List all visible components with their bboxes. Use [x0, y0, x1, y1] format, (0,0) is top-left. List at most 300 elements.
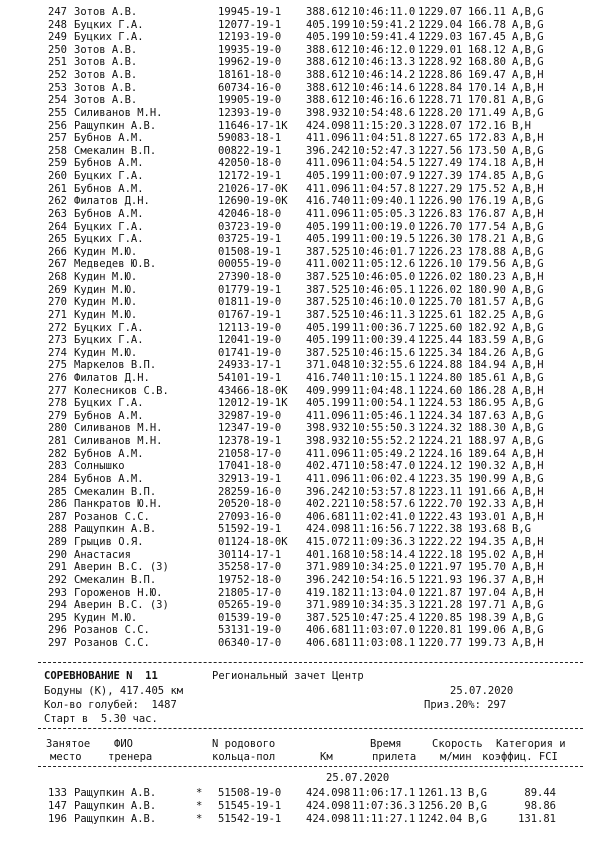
- trainer-cell: Буцких Г.А.: [74, 233, 144, 246]
- place-cell: 286: [48, 498, 67, 511]
- trainer-cell: Маркелов В.П.: [74, 359, 157, 372]
- ring-cell: 21026-17-0K: [218, 182, 288, 195]
- trainer-cell: Буцких Г.А.: [74, 18, 144, 31]
- place-cell: 276: [48, 371, 67, 384]
- ring-cell: 17041-18-0: [218, 460, 282, 473]
- speed-cell: 1226.02: [418, 271, 463, 284]
- ring-cell: 12012-19-1K: [218, 397, 288, 410]
- speed-cell: 1224.16: [418, 447, 463, 460]
- trainer-cell: Аверин В.С. (3): [74, 599, 169, 612]
- arrival-time-cell: 11:06:02.4: [352, 472, 416, 485]
- ring-cell: 51542-19-1: [218, 813, 282, 825]
- coefficient-cell: 185.61: [468, 371, 506, 384]
- birds-count: Кол-во голубей: 1487: [44, 699, 177, 711]
- category-cell: A,B,G: [512, 624, 544, 637]
- speed-cell: 1227.56: [418, 144, 463, 157]
- coefficient-cell: 172.16: [468, 119, 506, 132]
- ring-cell: 01539-19-0: [218, 611, 282, 624]
- category-cell: A,B,G: [512, 397, 544, 410]
- coefficient-cell: 197.04: [468, 586, 506, 599]
- arrival-time-cell: 10:46:05.0: [352, 271, 416, 284]
- category-cell: B,G: [468, 800, 487, 812]
- ring-cell: 00055-19-0: [218, 258, 282, 271]
- ring-cell: 01124-18-0K: [218, 536, 288, 549]
- distance-cell: 396.242: [306, 144, 351, 157]
- speed-cell: 1226.90: [418, 195, 463, 208]
- table-row: [0, 334, 600, 346]
- distance-cell: 388.612: [306, 43, 351, 56]
- coefficient-cell: 172.83: [468, 132, 506, 145]
- category-cell: A,B,H: [512, 81, 544, 94]
- table-row: [0, 372, 600, 384]
- coefficient-cell: 196.37: [468, 573, 506, 586]
- table-row: [0, 284, 600, 296]
- coefficient-cell: 191.66: [468, 485, 506, 498]
- distance-cell: 388.612: [306, 94, 351, 107]
- distance-cell: 405.199: [306, 233, 351, 246]
- arrival-time-cell: 11:04:51.8: [352, 132, 416, 145]
- category-cell: A,B,G: [512, 31, 544, 44]
- distance-cell: 371.989: [306, 599, 351, 612]
- distance-cell: 424.098: [306, 787, 351, 799]
- ring-cell: 43466-18-0K: [218, 384, 288, 397]
- table-row: [0, 208, 600, 220]
- ring-cell: 12193-19-0: [218, 31, 282, 44]
- competition-name: Региональный зачет Центр: [212, 670, 364, 682]
- place-cell: 281: [48, 435, 67, 448]
- ring-cell: 12172-19-1: [218, 170, 282, 183]
- coefficient-cell: 194.35: [468, 536, 506, 549]
- category-cell: A,B,G: [512, 56, 544, 69]
- speed-cell: 1226.02: [418, 283, 463, 296]
- ring-cell: 27093-16-0: [218, 510, 282, 523]
- speed-cell: 1224.88: [418, 359, 463, 372]
- coefficient-cell: 184.26: [468, 346, 506, 359]
- speed-cell: 1222.38: [418, 523, 463, 536]
- ring-cell: 42050-18-0: [218, 157, 282, 170]
- ring-cell: 12690-19-0K: [218, 195, 288, 208]
- coefficient-cell: 166.78: [468, 18, 506, 31]
- place-cell: 289: [48, 536, 67, 549]
- speed-cell: 1242.04: [418, 813, 463, 825]
- place-cell: 196: [48, 813, 67, 825]
- place-cell: 296: [48, 624, 67, 637]
- table-row: [0, 410, 600, 422]
- trainer-cell: Розанов С.С.: [74, 510, 150, 523]
- place-cell: 253: [48, 81, 67, 94]
- table-row: [0, 221, 600, 233]
- arrival-time-cell: 10:34:35.3: [352, 599, 416, 612]
- speed-cell: 1228.84: [418, 81, 463, 94]
- coefficient-cell: 168.80: [468, 56, 506, 69]
- distance-cell: 411.096: [306, 207, 351, 220]
- coefficient-cell: 199.73: [468, 637, 506, 649]
- distance-cell: 406.681: [306, 637, 351, 649]
- place-cell: 268: [48, 271, 67, 284]
- place-cell: 278: [48, 397, 67, 410]
- arrival-time-cell: 10:46:14.6: [352, 81, 416, 94]
- coefficient-cell: 168.12: [468, 43, 506, 56]
- category-cell: A,B,H: [512, 460, 544, 473]
- category-cell: A,B,H: [512, 182, 544, 195]
- category-cell: A,B,G: [512, 435, 544, 448]
- distance-cell: 424.098: [306, 523, 351, 536]
- distance-cell: 387.525: [306, 283, 351, 296]
- coefficient-cell: 180.23: [468, 271, 506, 284]
- trainer-cell: Панкратов Ю.Н.: [74, 498, 163, 511]
- distance-cell: 405.199: [306, 220, 351, 233]
- category-cell: A,B,H: [512, 447, 544, 460]
- category-cell: A,B,H: [512, 271, 544, 284]
- distance-cell: 387.525: [306, 271, 351, 284]
- category-cell: A,B,H: [512, 573, 544, 586]
- speed-cell: 1227.39: [418, 170, 463, 183]
- table-row: [0, 107, 600, 119]
- table-row: [0, 422, 600, 434]
- coefficient-cell: 193.68: [468, 523, 506, 536]
- header-dist: Км: [320, 751, 333, 763]
- category-cell: A,B,G: [512, 611, 544, 624]
- category-cell: B,G: [468, 787, 487, 799]
- table-row: [0, 435, 600, 447]
- category-cell: A,B,H: [512, 207, 544, 220]
- category-cell: A,B,G: [512, 195, 544, 208]
- arrival-time-cell: 10:53:57.8: [352, 485, 416, 498]
- table-row: [0, 296, 600, 308]
- distance-cell: 387.525: [306, 346, 351, 359]
- category-cell: A,B,H: [512, 586, 544, 599]
- trainer-cell: Зотов А.В.: [74, 94, 138, 107]
- category-cell: A,B,G: [512, 283, 544, 296]
- coefficient-cell: 190.99: [468, 472, 506, 485]
- distance-cell: 405.199: [306, 31, 351, 44]
- table-row: [0, 195, 600, 207]
- ring-cell: 51508-19-0: [218, 787, 282, 799]
- place-cell: 295: [48, 611, 67, 624]
- trainer-cell: Силиванов М.Н.: [74, 422, 163, 435]
- distance-cell: 424.098: [306, 800, 351, 812]
- trainer-cell: Буцких Г.А.: [74, 397, 144, 410]
- category-cell: A,B,H: [512, 384, 544, 397]
- speed-cell: 1225.61: [418, 308, 463, 321]
- coefficient-cell: 170.81: [468, 94, 506, 107]
- table-row: [0, 183, 600, 195]
- ring-cell: 19945-19-1: [218, 6, 282, 18]
- table-row: [0, 549, 600, 561]
- table-row: [0, 19, 600, 31]
- trainer-cell: Анастасия: [74, 548, 131, 561]
- table-row: [0, 511, 600, 523]
- table-row: [0, 448, 600, 460]
- ring-cell: 12347-19-0: [218, 422, 282, 435]
- arrival-time-cell: 11:09:36.3: [352, 536, 416, 549]
- table-row: [0, 347, 600, 359]
- speed-cell: 1222.22: [418, 536, 463, 549]
- arrival-time-cell: 10:58:47.0: [352, 460, 416, 473]
- place-cell: 247: [48, 6, 67, 18]
- ring-cell: 00822-19-1: [218, 144, 282, 157]
- arrival-time-cell: 11:03:07.0: [352, 624, 416, 637]
- place-cell: 275: [48, 359, 67, 372]
- speed-cell: 1224.34: [418, 409, 463, 422]
- table-row: [0, 486, 600, 498]
- header-ring: N родового: [212, 738, 276, 750]
- place-cell: 288: [48, 523, 67, 536]
- ring-cell: 24933-17-1: [218, 359, 282, 372]
- header-place-sub: место: [50, 751, 82, 763]
- fci-cell: 89.44: [524, 787, 556, 799]
- result-row: [0, 800, 600, 812]
- marker-cell: *: [196, 800, 203, 812]
- trainer-cell: Зотов А.В.: [74, 81, 138, 94]
- category-cell: A,B,H: [512, 536, 544, 549]
- place-cell: 257: [48, 132, 67, 145]
- arrival-time-cell: 10:58:57.6: [352, 498, 416, 511]
- table-row: [0, 624, 600, 636]
- ring-cell: 51545-19-1: [218, 800, 282, 812]
- arrival-time-cell: 11:11:27.1: [352, 813, 416, 825]
- speed-cell: 1221.93: [418, 573, 463, 586]
- ring-cell: 01508-19-1: [218, 245, 282, 258]
- category-cell: A,B,H: [512, 69, 544, 82]
- category-cell: A,B,G: [512, 409, 544, 422]
- trainer-cell: Бубнов А.М.: [74, 472, 144, 485]
- ring-cell: 11646-17-1K: [218, 119, 288, 132]
- arrival-time-cell: 11:15:20.3: [352, 119, 416, 132]
- speed-cell: 1226.10: [418, 258, 463, 271]
- trainer-cell: Зотов А.В.: [74, 69, 138, 82]
- marker-cell: *: [196, 813, 203, 825]
- speed-cell: 1224.32: [418, 422, 463, 435]
- coefficient-cell: 177.54: [468, 220, 506, 233]
- distance-cell: 406.681: [306, 510, 351, 523]
- header-speed: Скорость: [432, 738, 483, 750]
- header-place: Занятое: [46, 738, 91, 750]
- category-cell: A,B,H: [512, 561, 544, 574]
- trainer-cell: Ращупкин А.В.: [74, 787, 157, 799]
- place-cell: 266: [48, 245, 67, 258]
- trainer-cell: Колесников С.В.: [74, 384, 169, 397]
- place-cell: 287: [48, 510, 67, 523]
- distance-cell: 405.199: [306, 334, 351, 347]
- distance-cell: 411.096: [306, 182, 351, 195]
- category-cell: A,B,H: [512, 485, 544, 498]
- arrival-time-cell: 10:46:11.0: [352, 6, 416, 18]
- speed-cell: 1221.87: [418, 586, 463, 599]
- speed-cell: 1222.70: [418, 498, 463, 511]
- speed-cell: 1229.04: [418, 18, 463, 31]
- arrival-time-cell: 10:46:14.2: [352, 69, 416, 82]
- trainer-cell: Зотов А.В.: [74, 56, 138, 69]
- speed-cell: 1256.20: [418, 800, 463, 812]
- speed-cell: 1229.07: [418, 6, 463, 18]
- distance-cell: 405.199: [306, 321, 351, 334]
- header-category-sub: коэффиц. FCI: [482, 751, 558, 763]
- arrival-time-cell: 10:55:52.2: [352, 435, 416, 448]
- distance-cell: 405.199: [306, 18, 351, 31]
- distance-cell: 411.002: [306, 258, 351, 271]
- speed-cell: 1224.60: [418, 384, 463, 397]
- coefficient-cell: 180.90: [468, 283, 506, 296]
- table-row: [0, 599, 600, 611]
- distance-cell: 415.072: [306, 536, 351, 549]
- result-row: [0, 813, 600, 825]
- category-cell: A,B,H: [512, 359, 544, 372]
- category-cell: A,B,H: [512, 132, 544, 145]
- results-date: 25.07.2020: [326, 772, 390, 784]
- category-cell: A,B,G: [512, 106, 544, 119]
- speed-cell: 1220.77: [418, 637, 463, 649]
- trainer-cell: Медведев Ю.В.: [74, 258, 157, 271]
- distance-cell: 409.999: [306, 384, 351, 397]
- place-cell: 279: [48, 409, 67, 422]
- place-cell: 293: [48, 586, 67, 599]
- place-cell: 133: [48, 787, 67, 799]
- trainer-cell: Силиванов М.Н.: [74, 106, 163, 119]
- table-row: [0, 574, 600, 586]
- category-cell: A,B,G: [512, 233, 544, 246]
- distance-cell: 388.612: [306, 81, 351, 94]
- place-cell: 285: [48, 485, 67, 498]
- table-row: [0, 385, 600, 397]
- trainer-cell: Бубнов А.М.: [74, 409, 144, 422]
- place-cell: 251: [48, 56, 67, 69]
- ring-cell: 32913-19-1: [218, 472, 282, 485]
- arrival-time-cell: 11:05:49.2: [352, 447, 416, 460]
- distance-cell: 411.096: [306, 157, 351, 170]
- distance-cell: 405.199: [306, 170, 351, 183]
- arrival-time-cell: 10:46:01.7: [352, 245, 416, 258]
- arrival-time-cell: 11:07:36.3: [352, 800, 416, 812]
- trainer-cell: Кудин М.Ю.: [74, 611, 138, 624]
- place-cell: 267: [48, 258, 67, 271]
- place-cell: 294: [48, 599, 67, 612]
- place-cell: 273: [48, 334, 67, 347]
- speed-cell: 1226.83: [418, 207, 463, 220]
- coefficient-cell: 187.63: [468, 409, 506, 422]
- coefficient-cell: 195.02: [468, 548, 506, 561]
- ring-cell: 20520-18-0: [218, 498, 282, 511]
- arrival-time-cell: 10:46:12.0: [352, 43, 416, 56]
- distance-cell: 401.168: [306, 548, 351, 561]
- distance-cell: 387.525: [306, 611, 351, 624]
- place-cell: 290: [48, 548, 67, 561]
- category-cell: A,B,G: [512, 308, 544, 321]
- category-cell: A,B,G: [512, 296, 544, 309]
- table-row: [0, 523, 600, 535]
- place-cell: 292: [48, 573, 67, 586]
- distance-cell: 411.096: [306, 132, 351, 145]
- fci-cell: 131.81: [518, 813, 556, 825]
- speed-cell: 1228.71: [418, 94, 463, 107]
- marker-cell: *: [196, 787, 203, 799]
- distance-cell: 388.612: [306, 6, 351, 18]
- place-cell: 291: [48, 561, 67, 574]
- table-row: [0, 258, 600, 270]
- table-row: [0, 145, 600, 157]
- table-row: [0, 460, 600, 472]
- category-cell: A,B,G: [512, 346, 544, 359]
- table-row: [0, 157, 600, 169]
- arrival-time-cell: 11:00:39.4: [352, 334, 416, 347]
- category-cell: A,B,G: [512, 422, 544, 435]
- arrival-time-cell: 11:04:48.1: [352, 384, 416, 397]
- trainer-cell: Смекалин В.П.: [74, 144, 157, 157]
- category-cell: A,B,G: [512, 6, 544, 18]
- table-row: [0, 170, 600, 182]
- table-row: [0, 82, 600, 94]
- table-row: [0, 498, 600, 510]
- speed-cell: 1228.07: [418, 119, 463, 132]
- divider: [38, 728, 583, 729]
- arrival-time-cell: 10:54:48.6: [352, 106, 416, 119]
- arrival-time-cell: 11:05:12.6: [352, 258, 416, 271]
- category-cell: A,B,G: [512, 472, 544, 485]
- ring-cell: 27390-18-0: [218, 271, 282, 284]
- place-cell: 277: [48, 384, 67, 397]
- coefficient-cell: 182.25: [468, 308, 506, 321]
- speed-cell: 1224.12: [418, 460, 463, 473]
- trainer-cell: Зотов А.В.: [74, 6, 138, 18]
- distance-cell: 371.989: [306, 561, 351, 574]
- table-row: [0, 397, 600, 409]
- distance-cell: 371.048: [306, 359, 351, 372]
- fci-cell: 98.86: [524, 800, 556, 812]
- place-cell: 284: [48, 472, 67, 485]
- ring-cell: 21805-17-0: [218, 586, 282, 599]
- distance-cell: 424.098: [306, 813, 351, 825]
- place-cell: 269: [48, 283, 67, 296]
- arrival-time-cell: 11:02:41.0: [352, 510, 416, 523]
- ring-cell: 32987-19-0: [218, 409, 282, 422]
- distance-cell: 402.471: [306, 460, 351, 473]
- prize-count: Приз.20%: 297: [424, 699, 507, 711]
- distance-cell: 387.525: [306, 296, 351, 309]
- ring-cell: 19905-19-0: [218, 94, 282, 107]
- arrival-time-cell: 11:00:54.1: [352, 397, 416, 410]
- ring-cell: 12077-19-1: [218, 18, 282, 31]
- trainer-cell: Силиванов М.Н.: [74, 435, 163, 448]
- trainer-cell: Кудин М.Ю.: [74, 271, 138, 284]
- table-row: [0, 94, 600, 106]
- table-row: [0, 132, 600, 144]
- arrival-time-cell: 10:55:50.3: [352, 422, 416, 435]
- distance-cell: 388.612: [306, 56, 351, 69]
- coefficient-cell: 188.30: [468, 422, 506, 435]
- ring-cell: 05265-19-0: [218, 599, 282, 612]
- trainer-cell: Буцких Г.А.: [74, 334, 144, 347]
- table-row: [0, 246, 600, 258]
- place-cell: 282: [48, 447, 67, 460]
- table-row: [0, 309, 600, 321]
- coefficient-cell: 173.50: [468, 144, 506, 157]
- arrival-time-cell: 11:05:05.3: [352, 207, 416, 220]
- category-cell: A,B,H: [512, 498, 544, 511]
- speed-cell: 1226.30: [418, 233, 463, 246]
- category-cell: A,B,G: [512, 321, 544, 334]
- distance-cell: 419.182: [306, 586, 351, 599]
- speed-cell: 1226.23: [418, 245, 463, 258]
- competition-title: СОРЕВНОВАНИЕ N 11: [44, 670, 158, 682]
- ring-cell: 35258-17-0: [218, 561, 282, 574]
- ring-cell: 53131-19-0: [218, 624, 282, 637]
- table-row: [0, 120, 600, 132]
- category-cell: B,G: [512, 523, 531, 536]
- table-row: [0, 612, 600, 624]
- speed-cell: 1220.85: [418, 611, 463, 624]
- coefficient-cell: 190.32: [468, 460, 506, 473]
- coefficient-cell: 179.56: [468, 258, 506, 271]
